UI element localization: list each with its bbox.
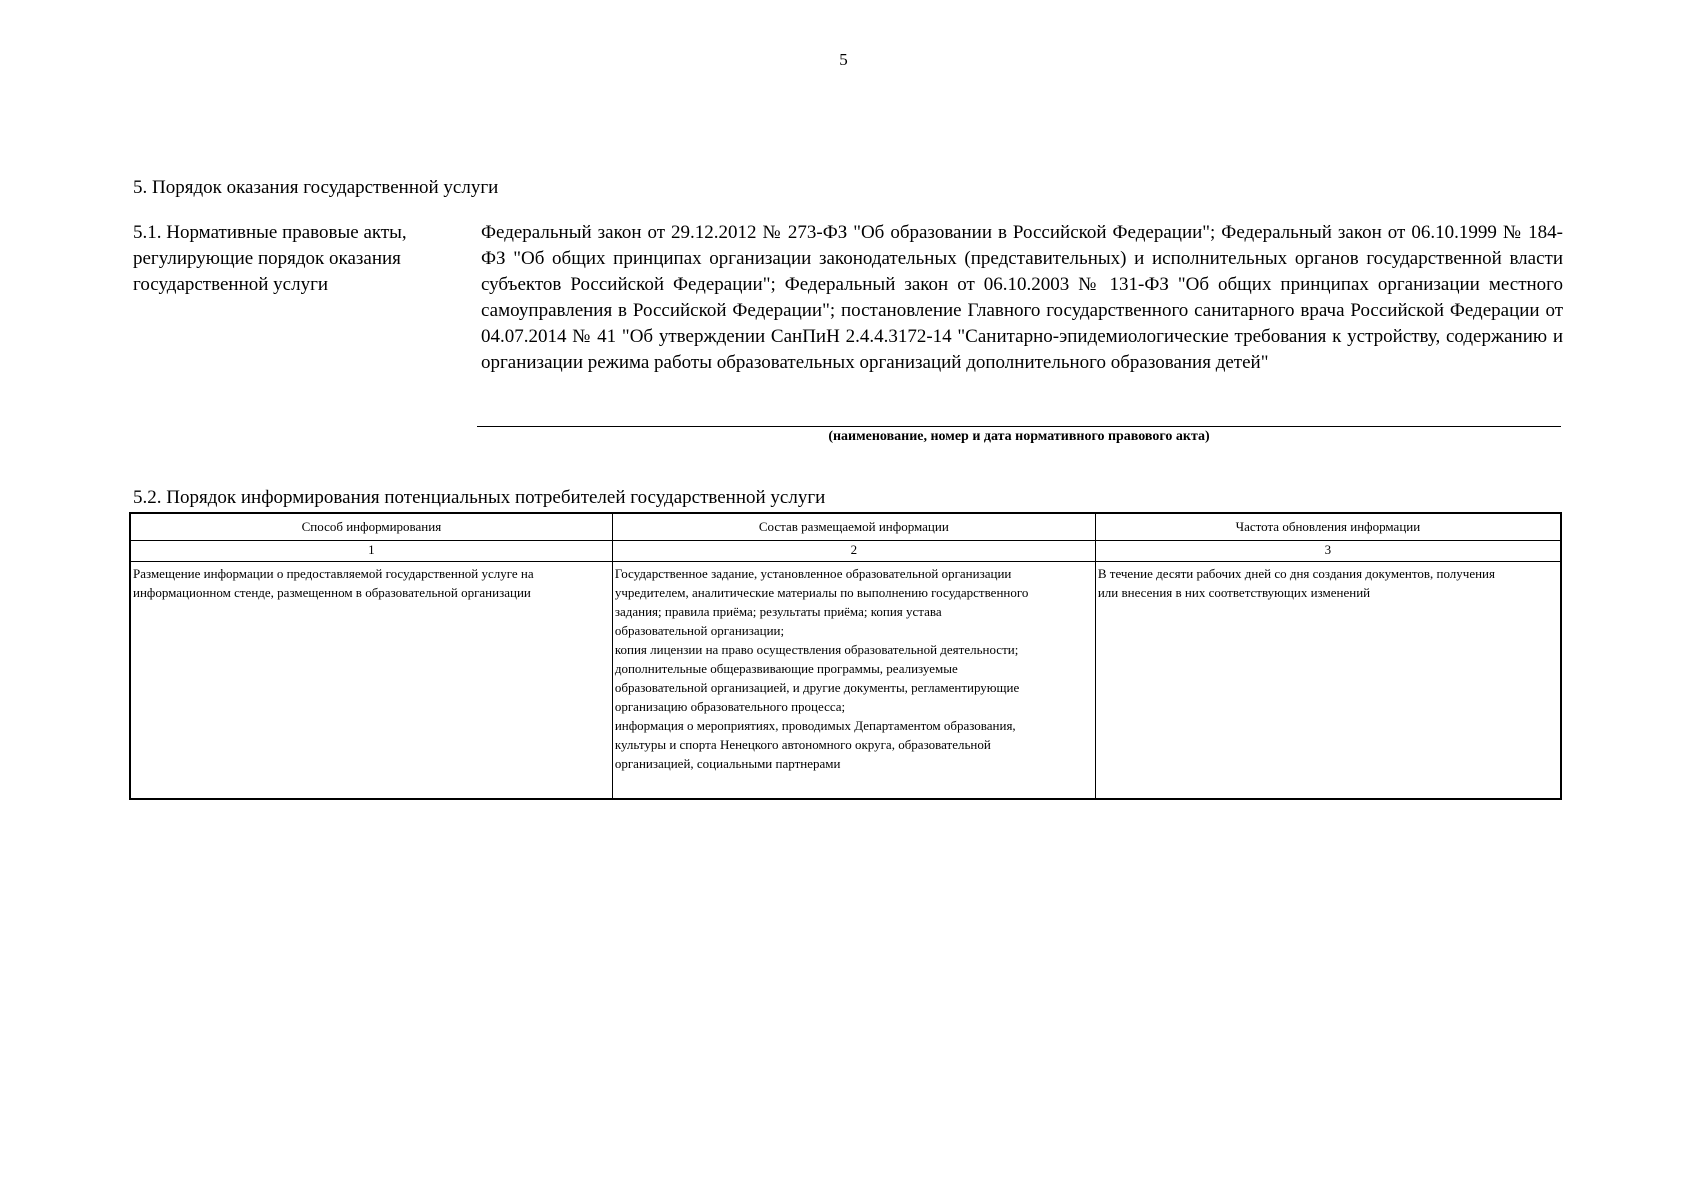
column-number: 2: [612, 541, 1095, 562]
cell-line: В течение десяти рабочих дней со дня создания документов, получения: [1097, 566, 1495, 581]
cell-line: культуры и спорта Ненецкого автономного округа, образовательной: [614, 737, 991, 752]
label-line: государственной услуги: [133, 274, 329, 295]
header-frequency: Частота обновления информации: [1095, 513, 1561, 541]
cell-line: дополнительные общеразвивающие программы, реализуемые: [614, 661, 958, 676]
cell-line: информационном стенде, размещенном в образовательной организации: [133, 585, 531, 600]
table-row: [130, 562, 1561, 800]
normative-acts-text: Федеральный закон от 29.12.2012 № 273-ФЗ "Об образовании в Российской Федерации"; Федеральный закон от 06.10.1999 № 184-ФЗ "Об общих принципах организации законодательных (представительных) и исполнительных органов государственной власти субъектов Российской Федерации"; Федеральный закон от 06.10.2003 № 131-ФЗ "Об общих принципах организации местного самоуправления в Российской Федерации"; постановление Главного государственного санитарного врача Российской Федерации от 04.07.2014 № 41 "Об утверждении СанПиН 2.4.4.3172-14 "Санитарно-эпидемиологические требования к устройству, содержанию и организации режима работы образовательных организаций дополнительного образования детей": [481, 222, 1563, 373]
column-number: 1: [130, 541, 612, 562]
caption-rule: [477, 426, 1561, 427]
header-content: Состав размещаемой информации: [612, 513, 1095, 541]
cell-line: копия лицензии на право осуществления образовательной деятельности;: [614, 642, 1019, 657]
cell-line: образовательной организации;: [614, 623, 785, 638]
cell-line: образовательной организацией, и другие документы, регламентирующие: [614, 680, 1020, 695]
information-table: [129, 512, 1562, 800]
cell-line: информация о мероприятиях, проводимых Департаментом образования,: [614, 718, 1016, 733]
table-number-row: [130, 541, 1561, 562]
section-5-2-title: 5.2. Порядок информирования потенциальных потребителей государственной услуги: [133, 487, 826, 508]
cell-method: [130, 562, 612, 800]
label-line: 5.1. Нормативные правовые акты,: [133, 222, 407, 243]
cell-line: организацией, социальными партнерами: [614, 756, 841, 771]
section-title: 5. Порядок оказания государственной услуги: [133, 177, 499, 198]
cell-frequency: [1095, 562, 1561, 800]
page-number: 5: [839, 50, 848, 69]
cell-content: [612, 562, 1095, 800]
cell-line: Государственное задание, установленное образовательной организации: [614, 566, 1012, 581]
section-5-1-label: [133, 220, 463, 298]
cell-line: учредителем, аналитические материалы по выполнению государственного: [614, 585, 1029, 600]
rule-caption: (наименование, номер и дата нормативного правового акта): [828, 429, 1210, 444]
cell-line: организацию образовательного процесса;: [614, 699, 846, 714]
column-number: 3: [1095, 541, 1561, 562]
table-header-row: [130, 513, 1561, 541]
cell-line: задания; правила приёма; результаты приёма; копия устава: [614, 604, 942, 619]
cell-line: Размещение информации о предоставляемой государственной услуге на: [133, 566, 534, 581]
cell-line: или внесения в них соответствующих изменений: [1097, 585, 1371, 600]
header-method: Способ информирования: [130, 513, 612, 541]
label-line: регулирующие порядок оказания: [133, 248, 401, 269]
